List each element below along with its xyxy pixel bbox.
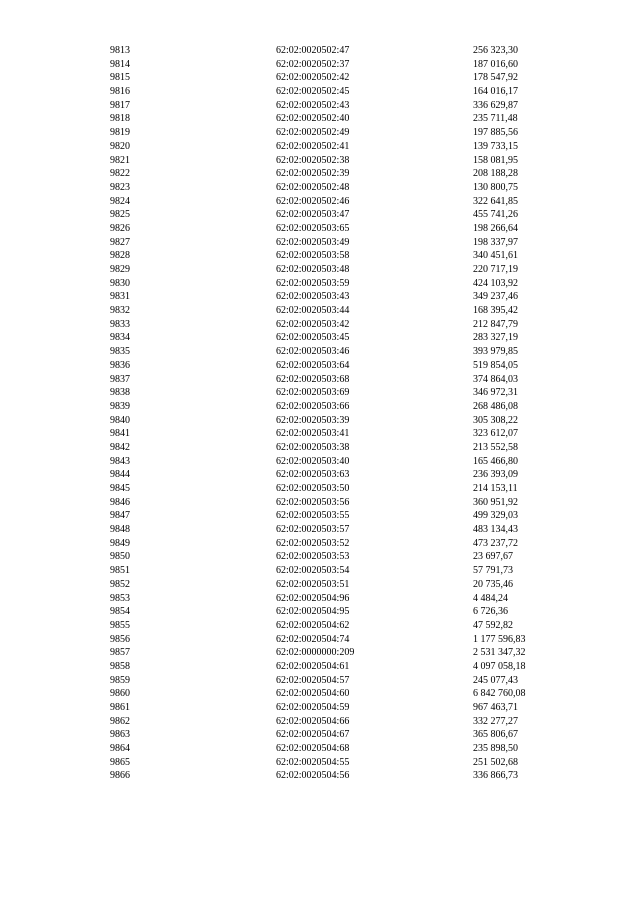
table-row xyxy=(0,633,640,647)
table-row xyxy=(0,742,640,756)
table-row xyxy=(0,71,640,85)
cadastral-value: 139 733,15 xyxy=(473,140,518,152)
cadastral-value: 424 103,92 xyxy=(473,277,518,289)
cadastral-value: 6 842 760,08 xyxy=(473,688,526,700)
cadastral-value: 283 327,19 xyxy=(473,332,518,344)
cadastral-value: 236 393,09 xyxy=(473,469,518,481)
table-row xyxy=(0,468,640,482)
table-row xyxy=(0,249,640,263)
cadastral-number: 62:02:0020503:54 xyxy=(276,565,350,577)
row-number: 9829 xyxy=(110,264,130,275)
row-number: 9836 xyxy=(110,359,130,371)
table-row xyxy=(0,427,640,441)
cadastral-value: 340 451,61 xyxy=(473,250,518,262)
row-number: 9821 xyxy=(110,154,130,166)
cadastral-number: 62:02:0020503:41 xyxy=(276,428,350,440)
table-row xyxy=(0,373,640,387)
cadastral-number: 62:02:0020503:40 xyxy=(276,455,350,467)
row-number: 9863 xyxy=(110,729,130,741)
row-number: 9841 xyxy=(110,428,130,440)
cadastral-number: 62:02:0020503:48 xyxy=(276,264,350,275)
row-number: 9815 xyxy=(110,72,130,84)
cadastral-value: 4 484,24 xyxy=(473,592,508,604)
cadastral-number: 62:02:0020503:52 xyxy=(276,537,350,549)
row-number: 9819 xyxy=(110,127,130,139)
table-row xyxy=(0,236,640,250)
cadastral-number: 62:02:0020503:59 xyxy=(276,277,350,289)
cadastral-value: 967 463,71 xyxy=(473,702,518,713)
cadastral-value: 256 323,30 xyxy=(473,45,518,56)
cadastral-value: 336 866,73 xyxy=(473,770,518,782)
row-number: 9864 xyxy=(110,743,130,755)
row-number: 9853 xyxy=(110,592,130,604)
row-number: 9831 xyxy=(110,291,130,303)
cadastral-number: 62:02:0020504:57 xyxy=(276,674,350,686)
table-row xyxy=(0,58,640,72)
cadastral-value: 2 531 347,32 xyxy=(473,647,526,659)
cadastral-number: 62:02:0020503:51 xyxy=(276,578,350,590)
cadastral-value: 213 552,58 xyxy=(473,441,518,453)
cadastral-number: 62:02:0020502:38 xyxy=(276,154,350,166)
table-row xyxy=(0,592,640,606)
table-row xyxy=(0,605,640,619)
table-row xyxy=(0,99,640,113)
cadastral-number: 62:02:0020503:44 xyxy=(276,305,350,317)
row-number: 9865 xyxy=(110,756,130,768)
row-number: 9830 xyxy=(110,277,130,289)
table-row xyxy=(0,550,640,564)
cadastral-number: 62:02:0020504:59 xyxy=(276,702,350,713)
cadastral-number: 62:02:0020503:42 xyxy=(276,318,350,330)
table-row xyxy=(0,715,640,729)
cadastral-value: 360 951,92 xyxy=(473,496,518,508)
cadastral-number: 62:02:0020503:55 xyxy=(276,510,350,522)
row-number: 9832 xyxy=(110,305,130,317)
cadastral-value: 178 547,92 xyxy=(473,72,518,84)
cadastral-number: 62:02:0020503:50 xyxy=(276,483,350,494)
cadastral-value: 57 791,73 xyxy=(473,565,513,577)
cadastral-number: 62:02:0020503:69 xyxy=(276,387,350,399)
row-number: 9852 xyxy=(110,578,130,590)
row-number: 9846 xyxy=(110,496,130,508)
cadastral-value: 251 502,68 xyxy=(473,756,518,768)
cadastral-value: 197 885,56 xyxy=(473,127,518,139)
cadastral-number: 62:02:0020503:64 xyxy=(276,359,350,371)
cadastral-number: 62:02:0020503:63 xyxy=(276,469,350,481)
cadastral-number: 62:02:0020502:47 xyxy=(276,45,350,56)
cadastral-number: 62:02:0020503:53 xyxy=(276,551,350,563)
cadastral-number: 62:02:0020504:55 xyxy=(276,756,350,768)
cadastral-number: 62:02:0020504:60 xyxy=(276,688,350,700)
cadastral-value: 168 395,42 xyxy=(473,305,518,317)
row-number: 9817 xyxy=(110,99,130,111)
cadastral-value: 323 612,07 xyxy=(473,428,518,440)
row-number: 9828 xyxy=(110,250,130,262)
cadastral-number: 62:02:0020503:43 xyxy=(276,291,350,303)
cadastral-number: 62:02:0020503:57 xyxy=(276,524,350,536)
row-number: 9834 xyxy=(110,332,130,344)
row-number: 9816 xyxy=(110,86,130,98)
table-row xyxy=(0,304,640,318)
cadastral-number: 62:02:0020502:37 xyxy=(276,58,350,70)
row-number: 9862 xyxy=(110,715,130,727)
table-row xyxy=(0,414,640,428)
cadastral-number: 62:02:0020504:56 xyxy=(276,770,350,782)
table-row xyxy=(0,331,640,345)
row-number: 9842 xyxy=(110,441,130,453)
table-row xyxy=(0,646,640,660)
table-row xyxy=(0,496,640,510)
cadastral-value: 158 081,95 xyxy=(473,154,518,166)
cadastral-number: 62:02:0020502:45 xyxy=(276,86,350,98)
cadastral-number: 62:02:0020503:45 xyxy=(276,332,350,344)
cadastral-value: 6 726,36 xyxy=(473,606,508,618)
row-number: 9826 xyxy=(110,222,130,234)
cadastral-number: 62:02:0020503:58 xyxy=(276,250,350,262)
cadastral-number: 62:02:0020504:68 xyxy=(276,743,350,755)
cadastral-value: 20 735,46 xyxy=(473,578,513,590)
row-number: 9823 xyxy=(110,181,130,193)
cadastral-value: 235 711,48 xyxy=(473,113,518,125)
cadastral-value: 332 277,27 xyxy=(473,715,518,727)
cadastral-value: 519 854,05 xyxy=(473,359,518,371)
cadastral-value: 198 266,64 xyxy=(473,222,518,234)
cadastral-number: 62:02:0020503:38 xyxy=(276,441,350,453)
table-row xyxy=(0,44,640,58)
table-row xyxy=(0,359,640,373)
cadastral-value: 198 337,97 xyxy=(473,236,518,248)
table-row xyxy=(0,564,640,578)
cadastral-number: 62:02:0020502:43 xyxy=(276,99,350,111)
table-row xyxy=(0,482,640,496)
cadastral-number: 62:02:0020502:42 xyxy=(276,72,350,84)
table-row xyxy=(0,619,640,633)
cadastral-number: 62:02:0020503:47 xyxy=(276,209,350,221)
cadastral-value: 214 153,11 xyxy=(473,483,518,494)
row-number: 9837 xyxy=(110,373,130,385)
cadastral-number: 62:02:0020502:46 xyxy=(276,195,350,207)
cadastral-value: 235 898,50 xyxy=(473,743,518,755)
row-number: 9857 xyxy=(110,647,130,659)
cadastral-value: 374 864,03 xyxy=(473,373,518,385)
row-number: 9825 xyxy=(110,209,130,221)
table-row xyxy=(0,318,640,332)
cadastral-value: 483 134,43 xyxy=(473,524,518,536)
table-row xyxy=(0,537,640,551)
cadastral-value: 473 237,72 xyxy=(473,537,518,549)
cadastral-number: 62:02:0020502:39 xyxy=(276,168,350,180)
cadastral-value: 245 077,43 xyxy=(473,674,518,686)
row-number: 9845 xyxy=(110,483,130,494)
cadastral-value: 164 016,17 xyxy=(473,86,518,98)
cadastral-value: 212 847,79 xyxy=(473,318,518,330)
table-row xyxy=(0,195,640,209)
cadastral-number: 62:02:0020504:96 xyxy=(276,592,350,604)
row-number: 9827 xyxy=(110,236,130,248)
cadastral-value: 4 097 058,18 xyxy=(473,660,526,672)
row-number: 9848 xyxy=(110,524,130,536)
cadastral-value: 208 188,28 xyxy=(473,168,518,180)
row-number: 9859 xyxy=(110,674,130,686)
row-number: 9839 xyxy=(110,400,130,412)
cadastral-number: 62:02:0020503:49 xyxy=(276,236,350,248)
cadastral-value: 322 641,85 xyxy=(473,195,518,207)
cadastral-number: 62:02:0020503:56 xyxy=(276,496,350,508)
cadastral-value: 336 629,87 xyxy=(473,99,518,111)
cadastral-value: 305 308,22 xyxy=(473,414,518,426)
table-row xyxy=(0,126,640,140)
table-row xyxy=(0,263,640,277)
cadastral-number: 62:02:0020502:48 xyxy=(276,181,350,193)
cadastral-value: 1 177 596,83 xyxy=(473,633,526,645)
cadastral-value: 393 979,85 xyxy=(473,346,518,358)
row-number: 9820 xyxy=(110,140,130,152)
row-number: 9822 xyxy=(110,168,130,180)
row-number: 9813 xyxy=(110,45,130,56)
cadastral-number: 62:02:0020503:65 xyxy=(276,222,350,234)
cadastral-number: 62:02:0020502:41 xyxy=(276,140,350,152)
cadastral-value: 455 741,26 xyxy=(473,209,518,221)
row-number: 9849 xyxy=(110,537,130,549)
table-row xyxy=(0,290,640,304)
table-row xyxy=(0,154,640,168)
table-row xyxy=(0,509,640,523)
data-table xyxy=(0,44,640,783)
row-number: 9847 xyxy=(110,510,130,522)
table-row xyxy=(0,523,640,537)
table-row xyxy=(0,769,640,783)
cadastral-number: 62:02:0020504:74 xyxy=(276,633,350,645)
cadastral-value: 23 697,67 xyxy=(473,551,513,563)
table-row xyxy=(0,345,640,359)
cadastral-value: 268 486,08 xyxy=(473,400,518,412)
cadastral-number: 62:02:0000000:209 xyxy=(276,647,355,659)
cadastral-number: 62:02:0020502:49 xyxy=(276,127,350,139)
row-number: 9818 xyxy=(110,113,130,125)
table-row xyxy=(0,85,640,99)
table-row xyxy=(0,441,640,455)
cadastral-number: 62:02:0020503:39 xyxy=(276,414,350,426)
row-number: 9861 xyxy=(110,702,130,713)
row-number: 9855 xyxy=(110,619,130,631)
row-number: 9858 xyxy=(110,660,130,672)
table-row xyxy=(0,660,640,674)
cadastral-number: 62:02:0020503:68 xyxy=(276,373,350,385)
row-number: 9860 xyxy=(110,688,130,700)
table-row xyxy=(0,400,640,414)
table-row xyxy=(0,222,640,236)
row-number: 9844 xyxy=(110,469,130,481)
row-number: 9838 xyxy=(110,387,130,399)
cadastral-number: 62:02:0020504:62 xyxy=(276,619,350,631)
cadastral-number: 62:02:0020503:66 xyxy=(276,400,350,412)
table-row xyxy=(0,140,640,154)
table-row xyxy=(0,578,640,592)
table-row xyxy=(0,687,640,701)
cadastral-value: 220 717,19 xyxy=(473,264,518,275)
row-number: 9856 xyxy=(110,633,130,645)
table-row xyxy=(0,455,640,469)
cadastral-value: 346 972,31 xyxy=(473,387,518,399)
row-number: 9833 xyxy=(110,318,130,330)
table-row xyxy=(0,277,640,291)
table-row xyxy=(0,386,640,400)
cadastral-number: 62:02:0020504:67 xyxy=(276,729,350,741)
row-number: 9843 xyxy=(110,455,130,467)
cadastral-value: 47 592,82 xyxy=(473,619,513,631)
row-number: 9850 xyxy=(110,551,130,563)
cadastral-value: 365 806,67 xyxy=(473,729,518,741)
row-number: 9851 xyxy=(110,565,130,577)
table-row xyxy=(0,701,640,715)
row-number: 9814 xyxy=(110,58,130,70)
row-number: 9835 xyxy=(110,346,130,358)
cadastral-number: 62:02:0020504:95 xyxy=(276,606,350,618)
cadastral-value: 130 800,75 xyxy=(473,181,518,193)
cadastral-number: 62:02:0020504:66 xyxy=(276,715,350,727)
table-row xyxy=(0,756,640,770)
table-row xyxy=(0,112,640,126)
row-number: 9866 xyxy=(110,770,130,782)
cadastral-value: 187 016,60 xyxy=(473,58,518,70)
cadastral-value: 499 329,03 xyxy=(473,510,518,522)
cadastral-number: 62:02:0020504:61 xyxy=(276,660,350,672)
table-row xyxy=(0,167,640,181)
table-row xyxy=(0,181,640,195)
cadastral-number: 62:02:0020503:46 xyxy=(276,346,350,358)
table-row xyxy=(0,674,640,688)
cadastral-number: 62:02:0020502:40 xyxy=(276,113,350,125)
row-number: 9840 xyxy=(110,414,130,426)
cadastral-value: 165 466,80 xyxy=(473,455,518,467)
row-number: 9854 xyxy=(110,606,130,618)
row-number: 9824 xyxy=(110,195,130,207)
table-row xyxy=(0,208,640,222)
table-row xyxy=(0,728,640,742)
cadastral-value: 349 237,46 xyxy=(473,291,518,303)
